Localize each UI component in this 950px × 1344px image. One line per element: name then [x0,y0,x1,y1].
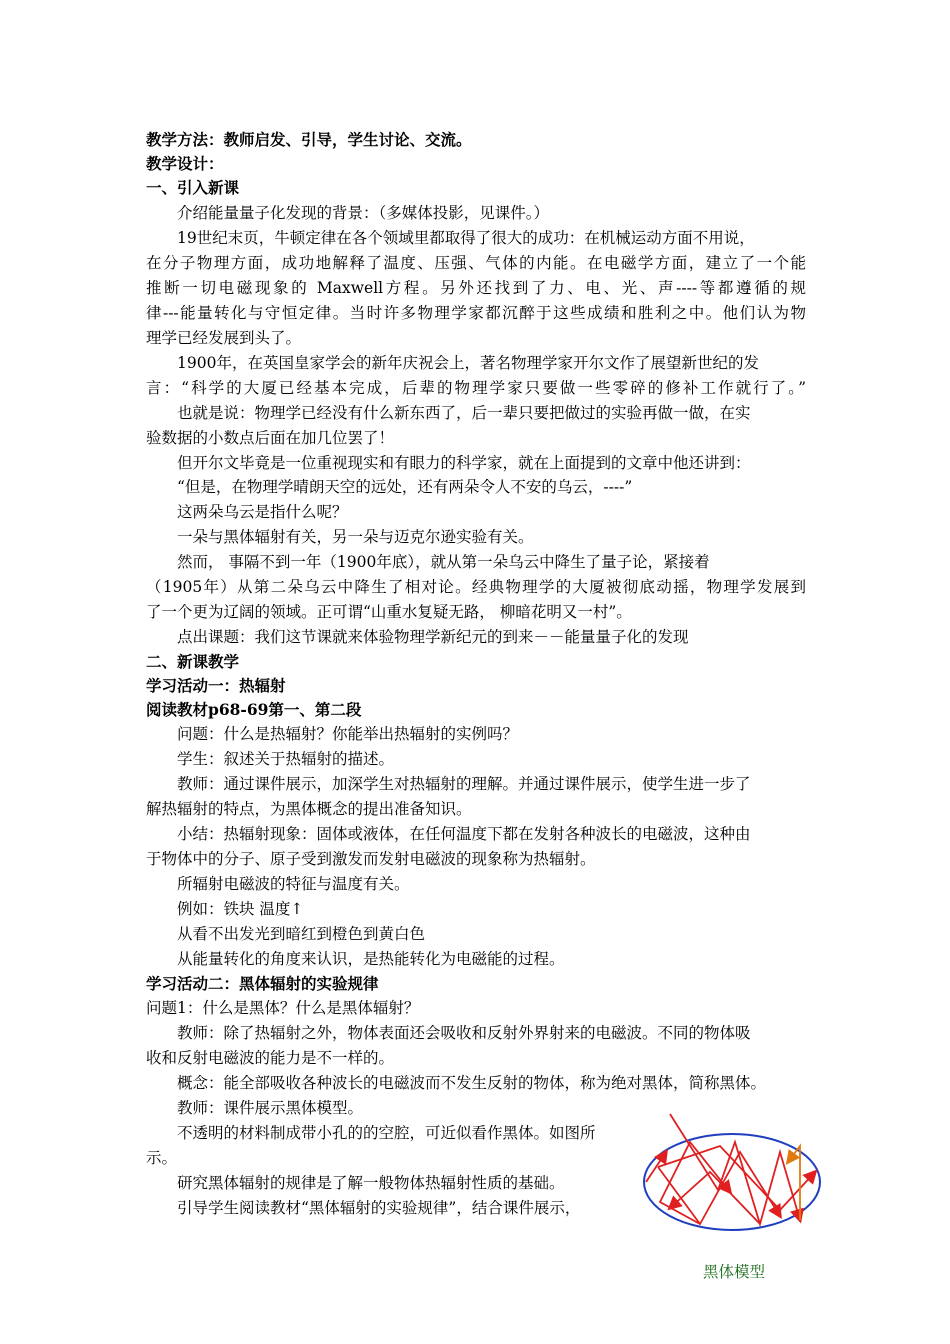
text-line: 问题：什么是热辐射？你能举出热辐射的实例吗？ [177,725,519,743]
text-line: 这两朵乌云是指什么呢？ [177,503,348,521]
section-heading: 教学方法：教师启发、引导，学生讨论、交流。 [146,130,472,149]
text-line: 研究黑体辐射的规律是了解一般物体热辐射性质的基础。 [177,1174,565,1192]
text-line: 教师：除了热辐射之外，物体表面还会吸收和反射外界射来的电磁波。不同的物体吸 [177,1024,751,1042]
text-line: 例如：铁块 温度↑ [177,900,304,918]
text-line: 于物体中的分子、原子受到激发而发射电磁波的现象称为热辐射。 [146,850,596,868]
text-line: 也就是说：物理学已经没有什么新东西了，后一辈只要把做过的实验再做一做，在实 [177,404,751,422]
text-line: 19世纪末页，牛顿定律在各个领域里都取得了很大的成功：在机械运动方面不用说， [177,229,755,247]
text-line: 问题1：什么是黑体？什么是黑体辐射？ [146,999,420,1017]
text-line: 教师：通过课件展示，加深学生对热辐射的理解。并通过课件展示，使学生进一步了 [177,775,751,793]
text-line: 在分子物理方面，成功地解释了温度、压强、气体的内能。在电磁学方面，建立了一个能 [146,254,806,272]
text-line: 所辐射电磁波的特征与温度有关。 [177,875,410,893]
text-line: 学生：叙述关于热辐射的描述。 [177,750,395,768]
section-heading: 教学设计： [146,154,224,173]
text-line: “但是，在物理学晴朗天空的远处，还有两朵令人不安的乌云，----” [177,478,633,496]
text-line: 验数据的小数点后面在加几位罢了！ [146,429,395,447]
text-line: 从能量转化的角度来认识，是热能转化为电磁能的过程。 [177,950,565,968]
text-line: 小结：热辐射现象：固体或液体，在任何温度下都在发射各种波长的电磁波，这种由 [177,825,751,843]
text-line: 引导学生阅读教材“黑体辐射的实验规律”，结合课件展示， [177,1199,581,1217]
text-line: 教师：课件展示黑体模型。 [177,1099,364,1117]
text-line: 介绍能量量子化发现的背景：（多媒体投影，见课件。） [177,204,550,222]
text-line: 不透明的材料制成带小孔的的空腔，可近似看作黑体。如图所 [177,1124,596,1142]
text-line: 言：“科学的大厦已经基本完成，后辈的物理学家只要做一些零碎的修补工作就行了。” [146,379,806,397]
text-line: 理学已经发展到头了。 [146,329,302,347]
section-heading: 二、新课教学 [146,652,240,671]
text-line: 解热辐射的特点，为黑体概念的提出准备知识。 [146,800,472,818]
text-line: 然而， 事隔不到一年（1900年底），就从第一朵乌云中降生了量子论，紧接着 [177,553,710,571]
text-line: 但开尔文毕竟是一位重视现实和有眼力的科学家，就在上面提到的文章中他还讲到： [177,454,751,472]
reflection-rays [646,1114,815,1224]
text-line: 从看不出发光到暗红到橙色到黄白色 [177,925,426,943]
text-line: 概念：能全部吸收各种波长的电磁波而不发生反射的物体，称为绝对黑体，简称黑体。 [177,1074,767,1092]
section-heading: 一、引入新课 [146,178,240,197]
text-line: 了一个更为辽阔的领域。正可谓“山重水复疑无路， 柳暗花明又一村”。 [146,603,632,621]
text-line: 1900年，在英国皇家学会的新年庆祝会上，著名物理学家开尔文作了展望新世纪的发 [177,354,759,372]
section-heading: 学习活动一：热辐射 [146,676,286,695]
text-line: 推断一切电磁现象的 Maxwell方程。另外还找到了力、电、光、声----等都遵循的规 [146,279,806,297]
blackbody-model-figure [640,1112,825,1234]
text-line: 一朵与黑体辐射有关，另一朵与迈克尔逊实验有关。 [177,528,534,546]
text-line: （1905年）从第二朵乌云中降生了相对论。经典物理学的大厦被彻底动摇，物理学发展到 [146,578,806,596]
text-line: 示。 [146,1149,178,1167]
text-line: 律---能量转化与守恒定律。当时许多物理学家都沉醉于这些成绩和胜利之中。他们认为物 [146,304,806,322]
text-line: 点出课题：我们这节课就来体验物理学新纪元的到来－－能量量子化的发现 [177,628,689,646]
figure-caption: 黑体模型 [703,1263,766,1281]
section-heading: 阅读教材p68-69第一、第二段 [146,700,362,719]
section-heading: 学习活动二：黑体辐射的实验规律 [146,974,379,993]
text-line: 收和反射电磁波的能力是不一样的。 [146,1049,395,1067]
